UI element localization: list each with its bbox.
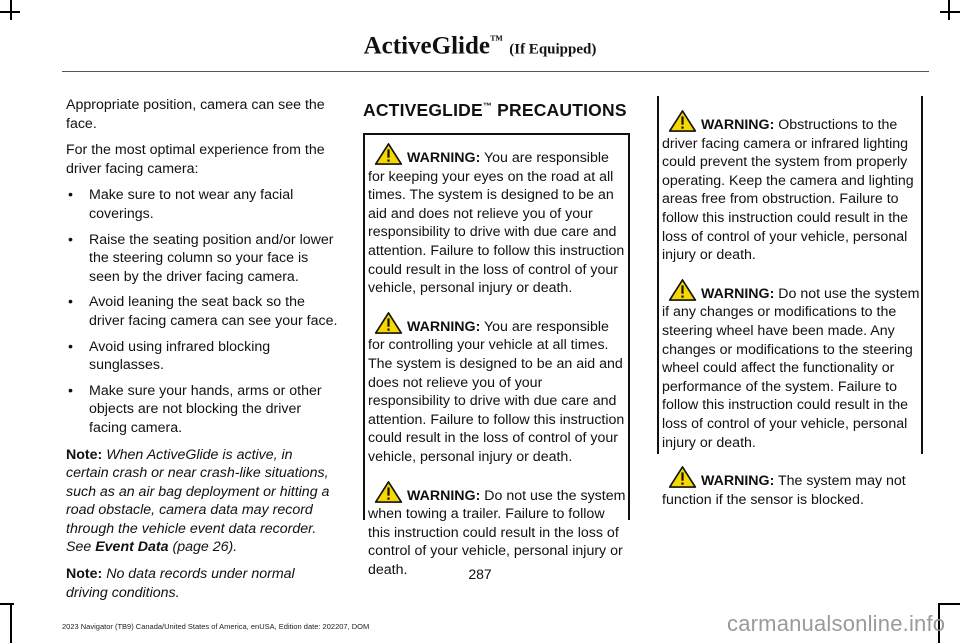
tips-list xyxy=(66,186,338,437)
warning-text: You are responsible for controlling your vehicle at all times. The system is designed to be an aid and does not relieve you of your responsibility to drive with due care and attention. Failure to follow this instruction could result in the loss of control of your vehicle, personal injury or death. xyxy=(368,318,625,465)
note-text: When ActiveGlide is active, in certain crash or near crash-like situations, such as an air bag deployment or hitting a road obstacle, camera data may record through the vehicle event data recorder. See xyxy=(66,446,330,556)
list-item: • Avoid leaning the seat back so the driver facing camera can see your face. xyxy=(66,293,338,330)
warning-triangle-icon xyxy=(374,481,403,503)
section-title xyxy=(363,100,627,121)
warning-label: WARNING: xyxy=(407,487,481,504)
middle-warning-box xyxy=(368,143,626,579)
list-item: • Avoid using infrared blocking sunglasses. xyxy=(66,338,338,375)
crop-mark-bottom-right-h xyxy=(938,603,960,605)
warning-text: Do not use the system when towing a trailer. Failure to follow this instruction could result in the loss of control of your vehicle, personal injury or death. xyxy=(368,487,626,578)
list-item: • Make sure your hands, arms or other objects are not blocking the driver facing camera. xyxy=(66,382,338,438)
header-rule xyxy=(62,71,929,72)
header-trademark: ™ xyxy=(489,32,503,47)
section-title-text: ACTIVEGLIDE xyxy=(363,100,483,120)
list-item: • Raise the seating position and/or lower the steering column so your face is seen by the driver facing camera. xyxy=(66,231,338,287)
lead-paragraph: For the most optimal experience from the driver facing camera: xyxy=(66,142,325,177)
warning-box-right-rule xyxy=(628,133,630,520)
warning-text: Do not use the system if any changes or modifications to the steering wheel have been made. Any changes or modifications to the steering wheel could affect the functionality or performance of the system. Failure to follow this instruction could result in the loss of control of your vehicle, personal injury or death. xyxy=(662,285,920,451)
event-data-page-ref: (page 26). xyxy=(172,539,238,556)
warning-triangle-icon xyxy=(668,466,697,488)
note-label: Note: xyxy=(66,446,103,463)
watermark: carmanualsonline.info xyxy=(727,611,946,636)
crop-mark-bottom-left-h xyxy=(0,603,14,605)
warning-label: WARNING: xyxy=(407,318,481,335)
right-box-right-rule xyxy=(921,96,923,454)
note-label: Note: xyxy=(66,566,103,583)
warning-block xyxy=(368,481,626,580)
crop-mark-top-left-h xyxy=(0,11,20,13)
header-suffix: (If Equipped) xyxy=(509,41,597,58)
warning-block xyxy=(662,466,920,509)
warning-block xyxy=(662,110,920,265)
crop-mark-top-right-h xyxy=(940,11,960,13)
page-header-title xyxy=(0,32,960,60)
list-item: • Make sure to not wear any facial coverings. xyxy=(66,186,338,223)
warning-label: WARNING: xyxy=(407,150,481,166)
warning-block xyxy=(662,279,920,452)
intro-paragraph: Appropriate position, camera can see the face. xyxy=(66,97,325,132)
warning-text: You are responsible for keeping your eyes on the road at all times. The system is designed to be an aid and does not relieve you of your responsibility to drive with due care and attention. Failure to follow this instruction could result in the loss of control of your vehicle, personal injury or death. xyxy=(368,150,625,297)
section-title-suffix: PRECAUTIONS xyxy=(492,100,627,120)
warning-box-top-rule xyxy=(363,133,630,135)
warning-block xyxy=(368,312,626,467)
event-data-link[interactable]: Event Data xyxy=(95,539,169,556)
left-column xyxy=(66,96,338,610)
crop-mark-top-left-v xyxy=(10,0,12,20)
footer-edition: 2023 Navigator (TB9) Canada/United States of America, enUSA, Edition date: 202207, DOM xyxy=(62,622,370,631)
warning-block xyxy=(368,143,626,298)
warning-triangle-icon xyxy=(668,279,697,301)
warning-label: WARNING: xyxy=(701,117,775,133)
crop-mark-bottom-left-v xyxy=(10,603,12,643)
right-box-left-rule xyxy=(657,96,659,454)
warning-text: The system may not function if the sensor is blocked. xyxy=(662,473,906,508)
right-warning-box xyxy=(662,110,920,509)
warning-label: WARNING: xyxy=(701,285,775,302)
warning-triangle-icon xyxy=(374,312,403,334)
note-text: No data records under normal driving conditions. xyxy=(66,566,295,601)
warning-triangle-icon xyxy=(668,110,697,132)
warning-label: WARNING: xyxy=(701,473,775,490)
page-number: 287 xyxy=(468,566,492,582)
warning-box-left-rule xyxy=(363,133,365,520)
note-event-data xyxy=(66,446,338,558)
header-title-text: ActiveGlide xyxy=(363,32,490,60)
warning-text: Obstructions to the driver facing camera or infrared lighting could prevent the system from properly operating. Keep the camera and lighting areas free from obstruction. Failure to follow this instruction could result in the loss of control of your vehicle, personal injury or death. xyxy=(662,117,914,264)
warning-triangle-icon xyxy=(374,143,403,165)
crop-mark-top-right-v xyxy=(948,0,950,20)
section-trademark: ™ xyxy=(482,101,493,112)
